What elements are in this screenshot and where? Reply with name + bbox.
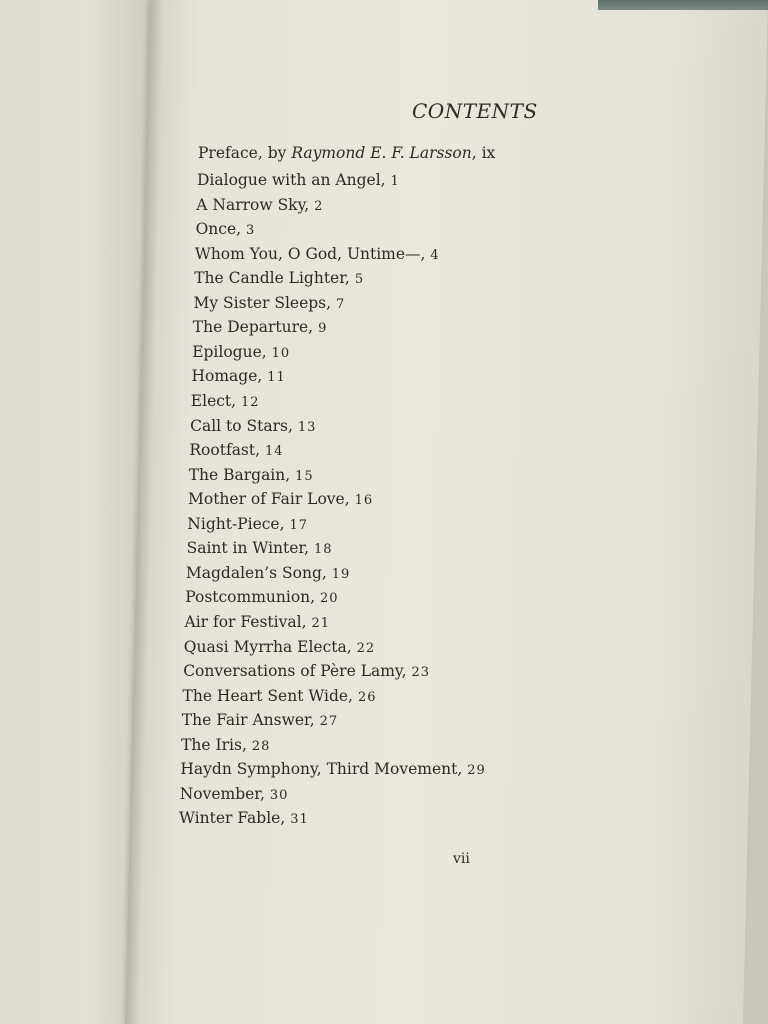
entry-title: Call to Stars, (190, 416, 293, 435)
contents-entry (191, 391, 260, 413)
entry-page-number: 1 (390, 174, 400, 189)
preface-prefix: Preface, by (198, 144, 292, 162)
contents-entry (192, 366, 286, 388)
entry-page-number: 11 (267, 370, 286, 386)
entry-title: Homage, (191, 367, 263, 386)
entry-title: The Candle Lighter, (194, 269, 350, 288)
entry-page-number: 28 (251, 738, 271, 754)
entry-title: A Narrow Sky, (196, 195, 310, 214)
contents-entry (183, 661, 430, 683)
entry-page-number: 20 (320, 591, 339, 607)
entry-page-number: 17 (289, 517, 309, 533)
page-folio: vii (453, 851, 470, 867)
contents-entry (190, 416, 316, 438)
entry-title: Rootfast, (189, 441, 261, 460)
contents-entry (197, 170, 400, 192)
entry-page-number: 3 (246, 223, 256, 239)
contents-entry (185, 587, 338, 609)
contents-entry (180, 784, 289, 806)
entry-page-number: 7 (336, 296, 346, 312)
contents-entry (188, 489, 373, 511)
contents-entry (193, 317, 328, 339)
entry-page-number: 19 (331, 566, 351, 582)
entry-title: Saint in Winter, (186, 539, 310, 558)
entry-page-number: 16 (354, 493, 374, 509)
contents-entry (185, 612, 330, 634)
entry-title: Magdalen’s Song, (185, 563, 327, 582)
entry-page-number: 22 (356, 640, 376, 656)
entry-title: Conversations of Père Lamy, (183, 662, 407, 680)
entry-title: Air for Festival, (184, 612, 307, 631)
entry-page-number: 12 (241, 395, 260, 410)
contents-entry (180, 759, 485, 781)
entry-title: Quasi Myrrha Electa, (183, 637, 352, 656)
contents-entry (189, 440, 283, 462)
entry-title: Epilogue, (192, 342, 267, 361)
contents-entry (183, 686, 377, 708)
entry-page-number: 21 (311, 615, 330, 631)
entry-page-number: 9 (318, 321, 328, 337)
entry-page-number: 4 (430, 247, 440, 263)
entry-page-number: 23 (411, 665, 431, 680)
contents-entry (184, 637, 375, 659)
entry-page-number: 27 (319, 714, 339, 730)
entry-title: My Sister Sleeps, (193, 293, 332, 312)
entry-page-number: 13 (297, 419, 317, 435)
entry-page-number: 29 (467, 763, 486, 779)
entry-page-number: 14 (264, 444, 284, 460)
entry-title: The Heart Sent Wide, (182, 686, 353, 705)
contents-entry (196, 219, 256, 241)
contents-entry (186, 563, 350, 585)
entry-title: Elect, (190, 392, 237, 410)
contents-entry (179, 808, 309, 830)
entry-title: Whom You, O God, Untime—, (194, 244, 426, 263)
entry-title: The Iris, (181, 735, 247, 754)
entry-title: The Bargain, (188, 465, 291, 484)
contents-entry (182, 710, 338, 732)
entry-page-number: 31 (290, 812, 309, 828)
entry-page-number: 15 (295, 468, 314, 484)
contents-entry (194, 268, 364, 290)
contents-heading: CONTENTS (412, 99, 538, 123)
entry-title: Once, (195, 220, 242, 239)
entry-title: Winter Fable, (179, 809, 286, 828)
contents-entry (196, 195, 323, 217)
preface-author: Raymond E. F. Larsson (291, 144, 472, 162)
entry-page-number: 5 (354, 272, 365, 288)
entry-page-number: 2 (314, 198, 324, 214)
entry-page-number: 26 (357, 689, 377, 705)
entry-title: Mother of Fair Love, (188, 490, 350, 509)
entry-title: The Fair Answer, (181, 711, 315, 730)
contents-entry (194, 293, 346, 315)
entry-title: Night-Piece, (187, 514, 285, 533)
entry-page-number: 18 (314, 542, 333, 558)
entry-page-number: 30 (269, 787, 289, 803)
contents-entry (181, 735, 270, 757)
contents-entry (195, 244, 440, 266)
entry-title: November, (179, 784, 265, 803)
contents-entry (192, 342, 290, 364)
contents-entry (187, 514, 308, 536)
preface-page: , ix (471, 144, 496, 162)
contents-entry (189, 465, 314, 487)
entry-title: The Departure, (192, 318, 314, 337)
entry-title: Dialogue with an Angel, (197, 171, 386, 189)
entry-page-number: 10 (271, 345, 291, 361)
entry-title: Haydn Symphony, Third Movement, (180, 760, 463, 779)
contents-entry (187, 538, 333, 560)
entry-title: Postcommunion, (185, 588, 316, 607)
